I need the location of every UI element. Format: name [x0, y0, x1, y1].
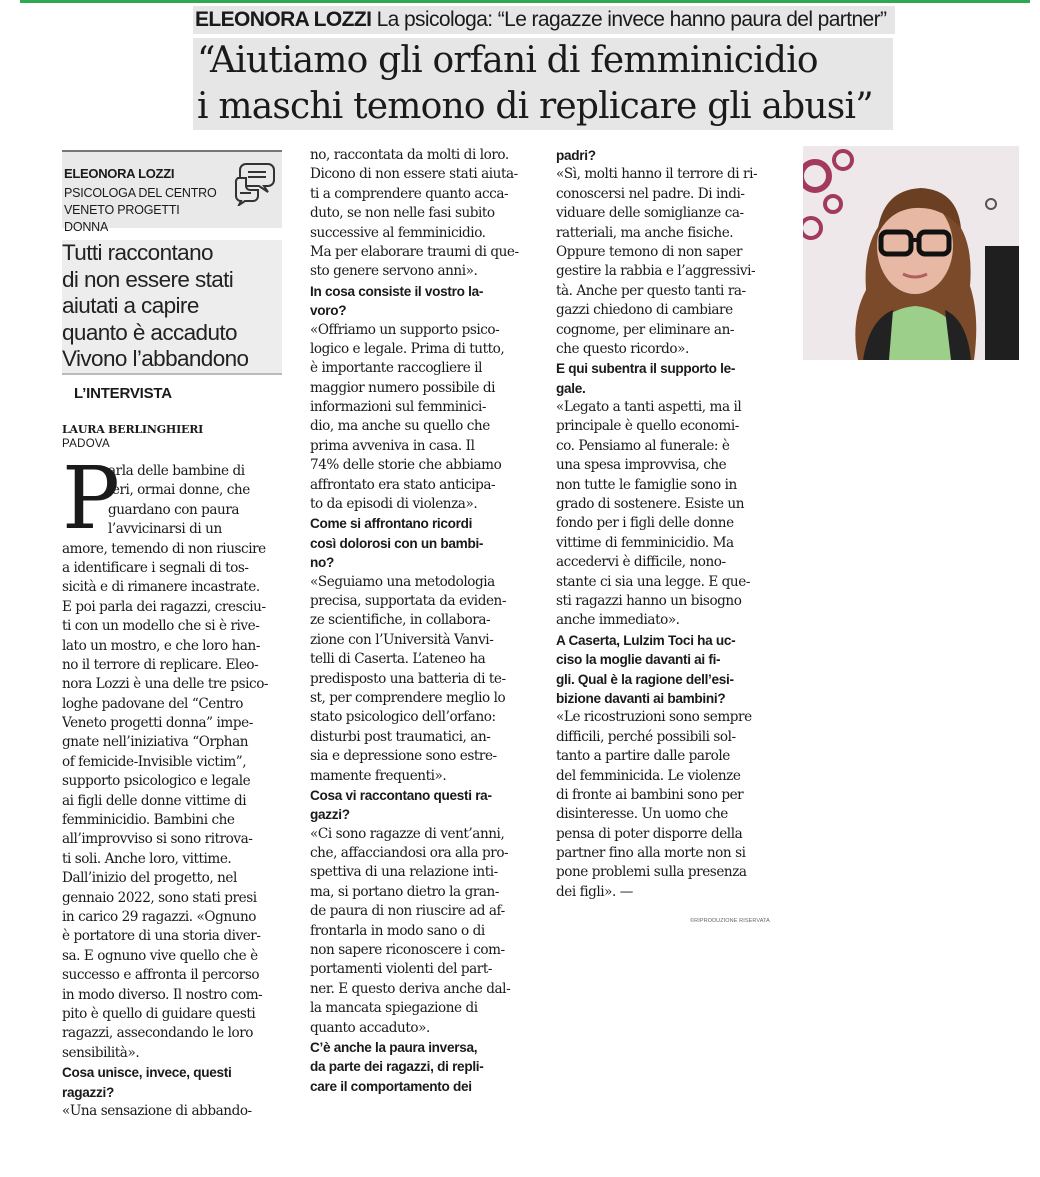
article-text-line: no il terrore di replicare. Eleo- — [62, 656, 259, 673]
article-text-line: in carico 29 ragazzi. «Ognuno — [62, 908, 257, 925]
question-line: da parte dei ragazzi, di repli- — [310, 1059, 484, 1075]
article-text-line: successive al femminicidio. — [310, 224, 486, 241]
article-text-line: zione con l’Università Vanvi- — [310, 631, 494, 648]
question-line: In cosa consiste il vostro la- — [310, 283, 484, 299]
byline: LAURA BERLINGHIERI — [62, 423, 204, 436]
article-text-line: ti soli. Anche loro, vittime. — [62, 850, 232, 867]
article-text-line: è importante raccogliere il — [310, 360, 483, 377]
section-label: L’INTERVISTA — [74, 385, 172, 402]
article-column-3 — [556, 146, 780, 902]
article-text-line: st, per comprendere meglio lo — [310, 689, 506, 706]
question-line: A Caserta, Lulzim Toci ha uc- — [556, 632, 736, 648]
role-line-1: PSICOLOGA DEL CENTRO — [64, 186, 217, 200]
question-line: padri? — [556, 148, 596, 163]
article-text-line: non sapere riconoscere i com- — [310, 942, 505, 959]
article-text-line: gnate nell’iniziativa “Orphan — [62, 734, 249, 751]
article-text-line: 74% delle storie che abbiamo — [310, 457, 502, 474]
question-line: Cosa vi raccontano questi ra- — [310, 787, 492, 803]
article-text-line: difficili, perché possibili sol- — [556, 728, 736, 745]
article-text-line: la mancata spiegazione di — [310, 1000, 478, 1017]
copyright-notice: ©RIPRODUZIONE RISERVATA — [690, 918, 770, 924]
kicker-name: ELEONORA LOZZI — [195, 8, 372, 31]
article-text-line: arla delle bambine di — [108, 463, 245, 479]
article-text-line: che questo ricordo». — [556, 340, 689, 357]
question-line: bizione davanti ai bambini? — [556, 690, 726, 706]
article-text-line: ti con un modello che si è rive- — [62, 618, 260, 635]
question-line: Cosa unisce, invece, questi — [62, 1065, 232, 1081]
article-text-line: grado di sostenere. Esiste un — [556, 496, 745, 513]
article-text-line: informazioni sul femminici- — [310, 399, 487, 416]
article-text-line: l’avvicinarsi di un — [108, 521, 222, 538]
article-text-line: «Sì, molti hanno il terrore di ri- — [556, 166, 758, 183]
article-text-line: dio, ma anche su quello che — [310, 418, 490, 435]
question-line: gli. Qual è la ragione dell’esi- — [556, 671, 734, 687]
article-text-line: ieri, ormai donne, che — [108, 482, 250, 499]
article-text-line: non tutte le famiglie sono in — [556, 476, 737, 493]
article-text-line: sia e depressione sono estre- — [310, 748, 497, 765]
top-accent-line — [20, 0, 1030, 3]
article-text-line: nora Lozzi è una delle tre psico- — [62, 676, 269, 693]
article-text-line: pone problemi sulla presenza — [556, 864, 747, 881]
article-text-line: ma, si portano dietro la gran- — [310, 883, 499, 900]
question-line: gale. — [556, 380, 586, 396]
article-text-line: ratteriali, ma anche fisiche. — [556, 224, 734, 241]
article-text-line: «Legato a tanti aspetti, ma il — [556, 399, 742, 416]
question-line: care il comportamento dei — [310, 1078, 472, 1094]
article-text-line: precisa, supportata da eviden- — [310, 592, 506, 609]
article-text-line: conoscersi nel padre. Di indi- — [556, 185, 745, 202]
interviewee-box — [62, 150, 282, 234]
article-text-line: di fronte ai bambini sono per — [556, 786, 744, 803]
article-text-line: partner fino alla morte non si — [556, 845, 746, 862]
question-line: Come si affrontano ricordi — [310, 516, 473, 532]
article-text-line: sti ragazzi hanno un bisogno — [556, 592, 742, 609]
article-text-line: anche immediato». — [556, 612, 680, 629]
pull-quote-line: Tutti raccontano — [62, 240, 213, 265]
question-line: voro? — [310, 303, 347, 319]
article-text-line: Oppure temono di non saper — [556, 243, 743, 260]
article-text-line: portamenti violenti del part- — [310, 961, 492, 978]
article-text-line: tanto a partire dalle parole — [556, 748, 730, 765]
portrait-photo — [803, 146, 1019, 360]
article-text-line: ze scientifiche, in collabora- — [310, 612, 491, 629]
article-text-line: ai figli delle donne vittime di — [62, 792, 247, 809]
article-text-line: tà. Anche per questo tanti ra- — [556, 282, 746, 299]
article-text-line: loghe padovane del “Centro — [62, 695, 243, 712]
question-line: no? — [310, 555, 335, 571]
article-text-line: in modo diverso. Il nostro com- — [62, 986, 263, 1003]
interviewee-name: ELEONORA LOZZI — [64, 166, 175, 181]
article-text-line: successo e affronta il percorso — [62, 967, 260, 984]
pull-quote-line: quanto è accaduto — [62, 319, 237, 345]
article-text-line: sa. E ognuno vive quello che è — [62, 947, 258, 964]
article-text-line: una spesa improvvisa, che — [556, 457, 727, 474]
article-text-line: cognome, per eliminare an- — [556, 321, 735, 338]
article-text-line: quanto accaduto». — [310, 1019, 430, 1036]
article-text-line: che, affacciandosi ora alla pro- — [310, 845, 509, 862]
article-text-line: «Seguiamo una metodologia — [310, 573, 495, 590]
article-text-line: dei figli». — — [556, 883, 633, 900]
question-line: E qui subentra il supporto le- — [556, 361, 736, 377]
article-text-line: lato un mostro, e che loro han- — [62, 637, 260, 654]
drop-cap: P — [62, 449, 120, 549]
article-text-line: of femicide-Invisible victim”, — [62, 753, 247, 770]
headline-line-1: “Aiutiamo gli orfani di femminicidio — [197, 40, 818, 81]
article-text-line: Veneto progetti donna” impe- — [62, 715, 253, 732]
pull-quote-line: di non essere stati — [62, 266, 234, 292]
article-text-line: «Una sensazione di abbando- — [62, 1102, 252, 1119]
article-text-line: Ma per elaborare traumi di que- — [310, 243, 519, 260]
question-line: così dolorosi con un bambi- — [310, 535, 484, 551]
article-text-line: vittime di femminicidio. Ma — [556, 534, 734, 551]
article-text-line: stato psicologico dell’orfano: — [310, 709, 496, 726]
pull-quote — [62, 240, 282, 375]
interviewee-role — [64, 185, 224, 236]
role-line-2: VENETO PROGETTI DONNA — [64, 203, 180, 234]
article-text-line: to da episodi di violenza». — [310, 496, 478, 513]
pull-quote-line: aiutati a capire — [62, 293, 199, 318]
question-line: C’è anche la paura inversa, — [310, 1039, 478, 1055]
article-text-line: spettiva di una relazione inti- — [310, 864, 498, 881]
article-text-line: pito è quello di guidare questi — [62, 1005, 256, 1022]
article-text-line: «Offriamo un supporto psico- — [310, 321, 500, 338]
article-text-line: sto genere servono anni». — [310, 263, 478, 280]
article-column-2 — [310, 146, 534, 1096]
pull-quote-line: Vivono l’abbandono — [62, 346, 249, 371]
article-text-line: principale è quello economi- — [556, 418, 739, 435]
article-text-line: gennaio 2022, sono stati presi — [62, 889, 257, 906]
question-line: ragazzi? — [62, 1084, 114, 1100]
question-line: gazzi? — [310, 807, 350, 823]
article-text-line: prima avveniva in casa. Il — [310, 437, 475, 454]
article-text-line: de paura di non riuscire ad af- — [310, 903, 505, 920]
article-text-line: accedervi è difficile, nono- — [556, 554, 726, 571]
article-text-line: viduare delle somiglianze ca- — [556, 205, 744, 222]
article-text-line: pensa di poter disporre della — [556, 825, 743, 842]
article-text-line: maggior numero possibile di — [310, 379, 496, 396]
article-text-line: E poi parla dei ragazzi, cresciu- — [62, 598, 266, 615]
article-text-line: del femminicida. Le violenze — [556, 767, 741, 784]
dateline-place: PADOVA — [62, 438, 111, 450]
article-text-line: «Le ricostruzioni sono sempre — [556, 709, 752, 726]
article-text-line: no, raccontata da molti di loro. — [310, 147, 509, 163]
article-text-line: femminicidio. Bambini che — [62, 812, 235, 829]
article-text-line: co. Pensiamo al funerale: è — [556, 437, 730, 454]
headline-line-2: i maschi temono di replicare gli abusi” — [197, 86, 873, 127]
article-text-line: all’improvviso si sono ritrova- — [62, 831, 253, 848]
article-text-line: ti a comprendere quanto acca- — [310, 185, 509, 202]
kicker — [193, 6, 895, 34]
article-text-line: predisposto una batteria di te- — [310, 670, 506, 687]
article-text-line: «Ci sono ragazze di vent’anni, — [310, 825, 505, 842]
question-line: ciso la moglie davanti ai fi- — [556, 652, 721, 668]
article-text-line: sensibilità». — [62, 1044, 140, 1061]
article-text-line: ragazzi, assecondando le loro — [62, 1025, 254, 1042]
article-text-line: ner. E questo deriva anche dal- — [310, 980, 511, 997]
article-text-line: mamente frequenti». — [310, 767, 447, 784]
headline — [193, 38, 893, 130]
article-column-1 — [62, 449, 284, 1121]
article-text-line: logico e legale. Prima di tutto, — [310, 340, 505, 357]
article-text-line: duto, se non nelle fasi subito — [310, 205, 495, 222]
article-text-line: Dall’inizio del progetto, nel — [62, 870, 237, 887]
kicker-text: La psicologa: “Le ragazze invece hanno paura del partner” — [371, 8, 887, 31]
article-text-line: sicità e di rimanere incastrate. — [62, 579, 260, 596]
article-text-line: a identificare i segnali di tos- — [62, 559, 249, 576]
article-text-line: disinteresse. Un uomo che — [556, 806, 728, 823]
article-text-line: supporto psicologico e legale — [62, 773, 251, 790]
article-text-line: fondo per i figli delle donne — [556, 515, 734, 532]
article-text-line: stante ci sia una legge. E que- — [556, 573, 750, 590]
article-text-line: frontarla in modo sano o di — [310, 922, 485, 939]
article-text-line: è portatore di una storia diver- — [62, 928, 261, 945]
article-text-line: amore, temendo di non riuscire — [62, 540, 266, 557]
article-text-line: telli di Caserta. L’ateneo ha — [310, 651, 486, 668]
article-text-line: gestire la rabbia e l’aggressivi- — [556, 263, 756, 280]
speech-bubbles-icon — [232, 160, 278, 206]
article-text-line: affrontato era stato anticipa- — [310, 476, 496, 493]
article-text-line: Dicono di non essere stati aiuta- — [310, 166, 518, 183]
article-text-line: gazzi chiedono di cambiare — [556, 302, 733, 319]
article-text-line: disturbi post traumatici, an- — [310, 728, 491, 745]
article-text-line: guardano con paura — [108, 501, 240, 518]
